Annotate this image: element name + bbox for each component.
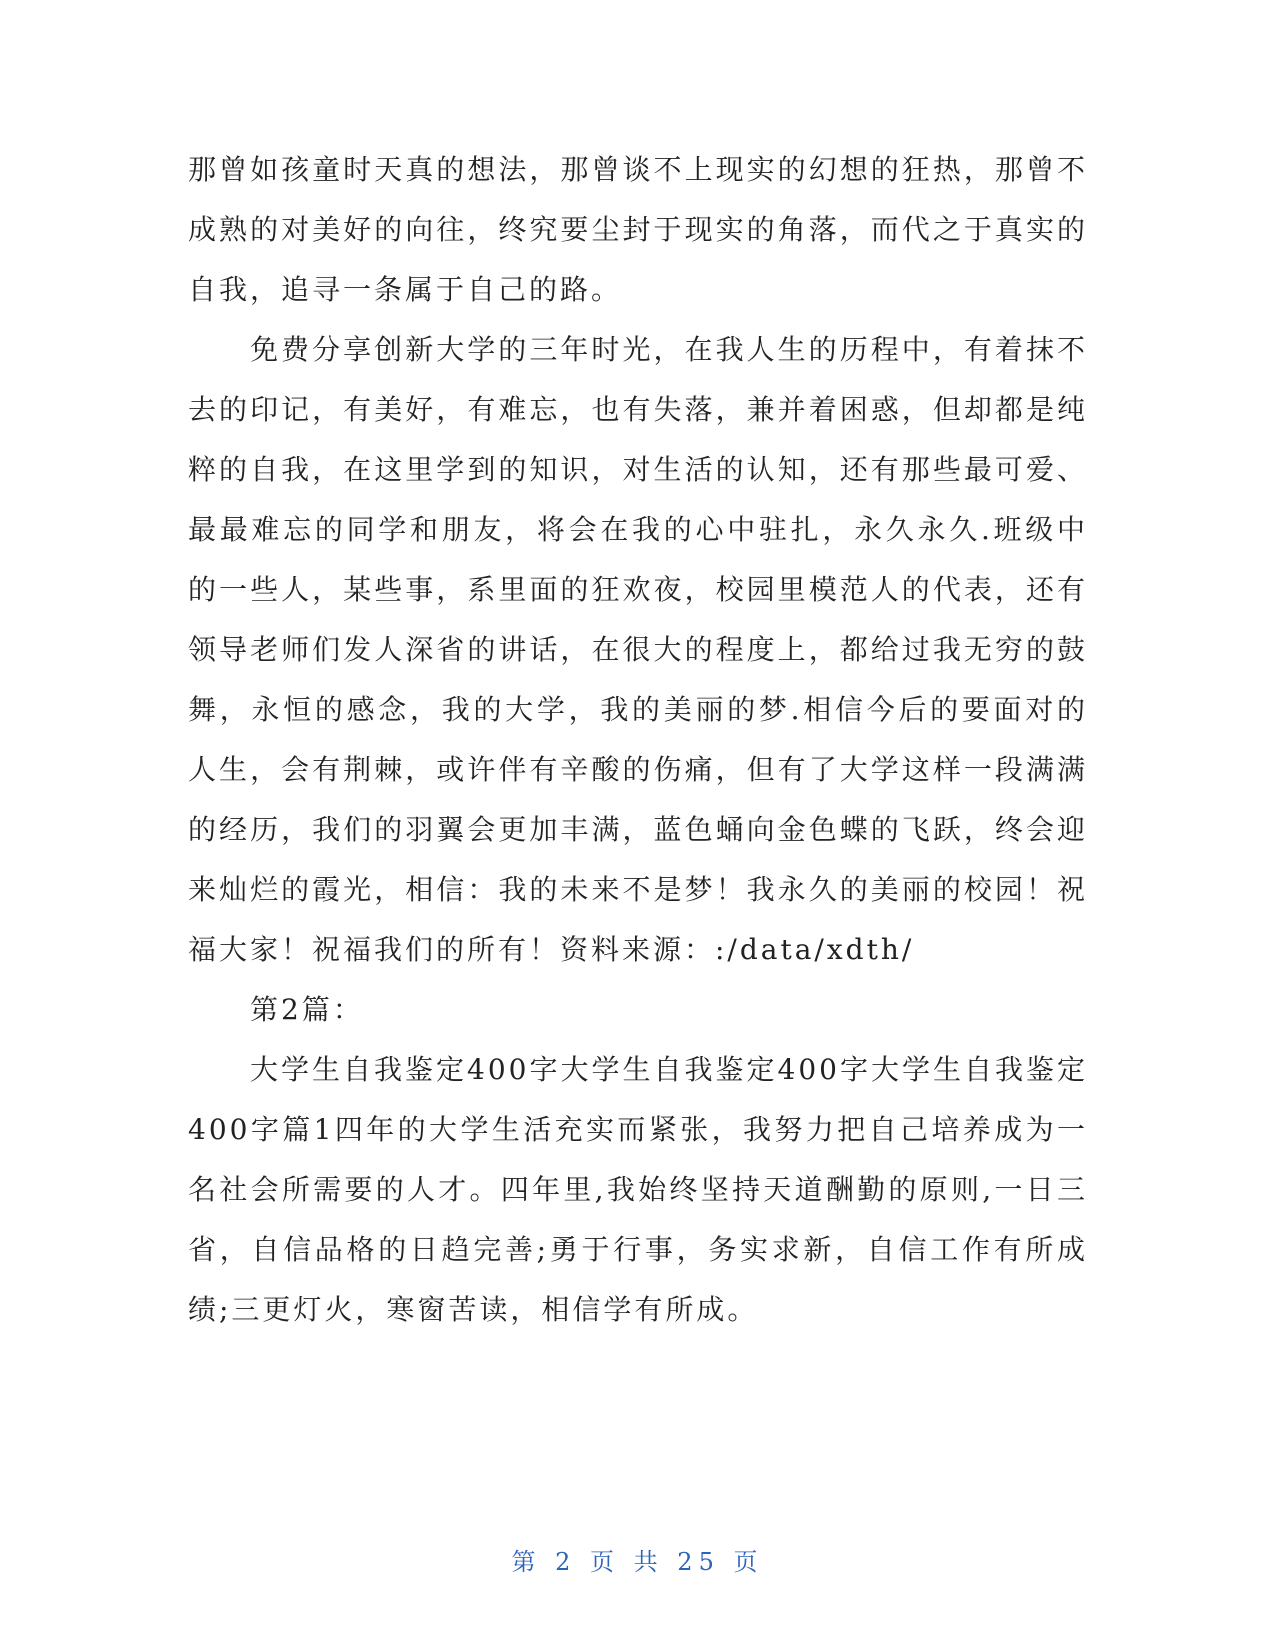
paragraph-memories: 免费分享创新大学的三年时光，在我人生的历程中，有着抹不去的印记，有美好，有难忘，也有失落，兼并着困惑，但却都是纯粹的自我，在这里学到的知识，对生活的认知，还有那些最可爱、最最难忘的同学和朋友，将会在我的心中驻扎，永久永久.班级中的一些人，某些事，系里面的狂欢夜，校园里模范人的代表，还有领导老师们发人深省的讲话，在很大的程度上，都给过我无穷的鼓舞，永恒的感念，我的大学，我的美丽的梦.相信今后的要面对的人生，会有荆棘，或许伴有辛酸的伤痛，但有了大学这样一段满满的经历，我们的羽翼会更加丰满，蓝色蛹向金色蝶的飞跃，终会迎来灿烂的霞光，相信：我的未来不是梦！我永久的美丽的校园！祝福大家！祝福我们的所有！资料来源：:/data/xdth/ — [188, 333, 1088, 966]
section-heading: 第2篇： — [250, 993, 364, 1026]
page-number-footer: 第 2 页 共 25 页 — [511, 1548, 764, 1576]
paragraph-intro: 那曾如孩童时天真的想法，那曾谈不上现实的幻想的狂热，那曾不成熟的对美好的向往，终究要尘封于现实的角落，而代之于真实的自我，追寻一条属于自己的路。 — [188, 153, 1088, 306]
paragraph-self-assessment: 大学生自我鉴定400字大学生自我鉴定400字大学生自我鉴定400字篇1四年的大学生活充实而紧张，我努力把自己培养成为一名社会所需要的人才。四年里,我始终坚持天道酬勤的原则,一日三省，自信品格的日趋完善;勇于行事，务实求新，自信工作有所成绩;三更灯火，寒窗苦读，相信学有所成。 — [188, 1053, 1088, 1326]
document-body — [188, 140, 1088, 1340]
